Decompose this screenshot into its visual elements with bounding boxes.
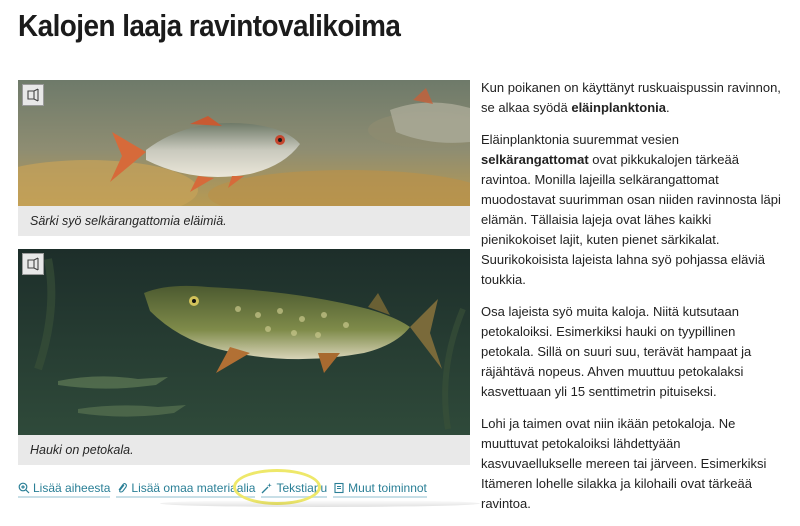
figure-caption: Hauki on petokala. (30, 443, 134, 457)
document-icon (333, 482, 345, 494)
keyword: selkärangattomat (481, 152, 589, 167)
expand-image-button[interactable] (22, 84, 44, 106)
content-toolbar (18, 479, 427, 499)
roach-image (18, 80, 470, 206)
article-text (481, 78, 783, 526)
figure-caption: Särki syö selkärangattomia eläimiä. (30, 214, 227, 228)
add-topic-button[interactable]: Lisää aiheesta (18, 481, 110, 498)
figure-roach (18, 80, 470, 236)
paperclip-icon (116, 482, 128, 494)
paragraph: Eläinplanktonia suuremmat vesien selkärangattomat ovat pikkukalojen tärkeää ravintoa. Monilla lajeilla selkärangattomat muodostavat suurimman osan niiden ravinnosta läpi elämän. Tällaisia lajeja ovat lähes kaikki pienikokoiset lajit, kuten pienet särkikalat. Suurikokoisista lajeista lahna syö pohjassa eläviä toukkia. (481, 132, 781, 287)
more-actions-button[interactable]: Muut toiminnot (333, 481, 427, 498)
zoom-plus-icon (18, 482, 30, 494)
paragraph: Osa lajeista syö muita kaloja. Niitä kutsutaan petokaloiksi. Esimerkiksi hauki on tyypillinen petokala. Sillä on suuri suu, terävät hampaat ja räjähtävä nopeus. Ahven muuttuu petokalaksi kasvettuaan yli 15 senttimetrin pituiseksi. (481, 304, 752, 399)
page-title: Kalojen laaja ravintovalikoima (18, 8, 401, 43)
add-material-button[interactable]: Lisää omaa materiaalia (116, 481, 255, 498)
paragraph: Kun poikanen on käyttänyt ruskuaispussin ravinnon, se alkaa syödä eläinplanktonia. (481, 80, 781, 115)
figure-pike (18, 249, 470, 465)
expand-icon (26, 88, 40, 102)
footer-shadow (160, 500, 480, 507)
keyword: eläinplanktonia (571, 100, 666, 115)
expand-image-button[interactable] (22, 253, 44, 275)
paragraph: Lohi ja taimen ovat niin ikään petokaloja. Ne muuttuvat petokaloiksi lähdettyään kasvuvaellukselle mereen tai järveen. Esimerkiksi Itämeren lohelle silakka ja kilohaili ovat tärkeää ravintoa. (481, 416, 767, 511)
expand-icon (26, 257, 40, 271)
magic-wand-icon (261, 482, 273, 494)
pike-image (18, 249, 470, 435)
text-hint-button[interactable]: Tekstiapu (261, 481, 327, 498)
